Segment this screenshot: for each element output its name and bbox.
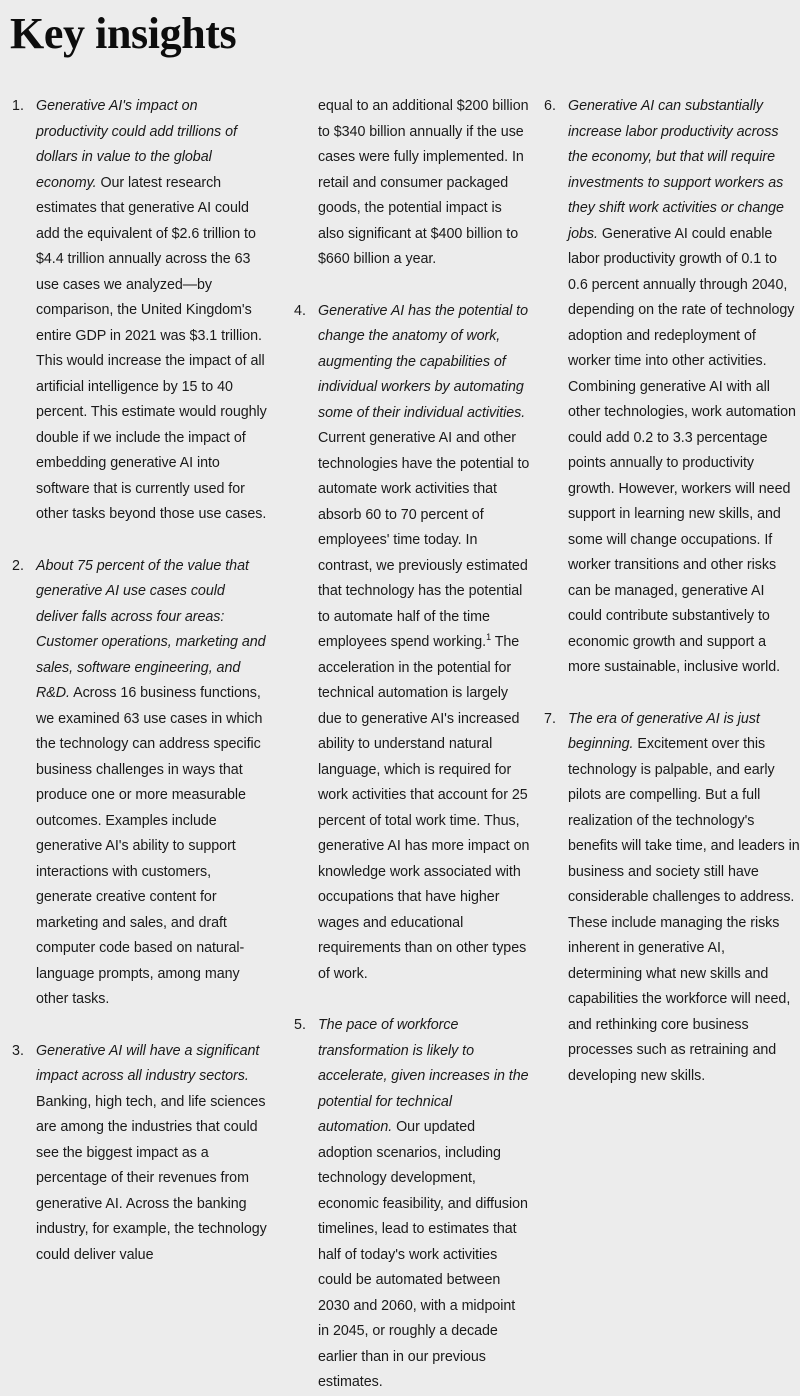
insight-text	[568, 94, 800, 681]
insight-number: 6.	[544, 98, 556, 114]
insight-text	[318, 299, 530, 988]
insights-column-3	[530, 94, 800, 1089]
insights-column-1	[0, 94, 270, 1268]
insight-detail: Our latest research estimates that generative AI could add the equivalent of $2.6 trillion to $4.4 trillion annually across the 63 use cases we analyzed—by comparison, the United Kingdom's entire GDP in 2021 was $3.1 trillion. This would increase the impact of all artificial intelligence by 15 to 40 percent. This estimate would roughly double if we include the impact of embedding generative AI into software that is currently used for other tasks beyond those use cases.	[36, 174, 267, 522]
insight-lead: Generative AI's impact on productivity could add trillions of dollars in value to the global economy.	[36, 98, 237, 191]
insight-item	[10, 94, 270, 528]
insight-item	[542, 707, 800, 1090]
insight-number: 2.	[12, 557, 24, 574]
insight-detail: Generative AI could enable labor productivity growth of 0.1 to 0.6 percent annually through 2040, depending on the rate of technology adoption and redeployment of worker time into other activities. Combining generative AI with all other technologies, work automation could add 0.2 to 3.3 percentage points annually to productivity growth. However, workers will need support in learning new skills, and some will change occupations. If worker transitions and other risks can be managed, generative AI could contribute substantively to economic growth and support a more sustainable, inclusive world.	[568, 225, 796, 675]
insight-detail: Banking, high tech, and life sciences are among the industries that could see the biggest impact as a percentage of their revenues from generative AI. Across the banking industry, for example, the technology could deliver value	[36, 1093, 267, 1263]
insight-text	[36, 554, 270, 1013]
insight-continuation	[292, 94, 530, 273]
insight-lead: About 75 percent of the value that generative AI use cases could deliver falls across four areas: Customer operations, marketing and sales, software engineering, and R&D.	[36, 557, 266, 701]
insight-lead: The era of generative AI is just beginning.	[568, 710, 760, 752]
insight-lead: Generative AI has the potential to change the anatomy of work, augmenting the capabilities of individual workers by automating some of their individual activities.	[318, 302, 528, 421]
insight-number: 5.	[294, 1017, 306, 1033]
footnote-marker: 1	[486, 632, 492, 643]
insight-number: 7.	[544, 710, 556, 727]
insight-number: 3.	[12, 1042, 24, 1059]
insight-detail-before-footnote: Current generative AI and other technologies have the potential to automate work activities that absorb 60 to 70 percent of employees' time today. In contrast, we previously estimated that technology has the potential to automate half of the time employees spend working.	[318, 430, 530, 650]
insight-item	[542, 94, 800, 681]
insight-lead: Generative AI can substantially increase labor productivity across the economy, but that will require investments to support workers as they shift work activities or change jobs.	[568, 98, 784, 242]
insight-number: 1.	[12, 98, 24, 114]
insight-item	[10, 554, 270, 1013]
insight-text	[318, 1013, 530, 1396]
insights-columns	[0, 94, 800, 1396]
page-title: Key insights	[10, 9, 237, 58]
insight-text	[568, 707, 800, 1090]
insight-detail: equal to an additional $200 billion to $340 billion annually if the use cases were fully implemented. In retail and consumer packaged goods, the potential impact is also significant at $400 billion to $660 billion a year.	[318, 98, 529, 267]
insight-text	[318, 94, 530, 273]
insight-text	[36, 94, 270, 528]
insight-item	[292, 1013, 530, 1396]
insight-item	[10, 1039, 270, 1269]
insight-detail-after-footnote: The acceleration in the potential for technical automation is largely due to generative AI's increased ability to understand natural language, which is required for work activities that account for 25 percent of total work time. Thus, generative AI has more impact on knowledge work associated with occupations that have higher wages and educational requirements than on other types of work.	[318, 634, 530, 982]
insight-number: 4.	[294, 302, 306, 319]
insight-lead: The pace of workforce transformation is likely to accelerate, given increases in the potential for technical automation.	[318, 1017, 529, 1135]
insight-text	[36, 1039, 270, 1269]
insight-detail: Our updated adoption scenarios, including technology development, economic feasibility, and diffusion timelines, lead to estimates that half of today's work activities could be automated between 2030 and 2060, with a midpoint in 2045, or roughly a decade earlier than in our previous estimates.	[318, 1119, 528, 1390]
insight-lead: Generative AI will have a significant impact across all industry sectors.	[36, 1042, 260, 1084]
insight-detail: Across 16 business functions, we examined 63 use cases in which the technology can address specific business challenges in ways that produce one or more measurable outcomes. Examples include generative AI's ability to support interactions with customers, generate creative content for marketing and sales, and draft computer code based on natural-language prompts, among many other tasks.	[36, 685, 263, 1007]
insights-column-2	[270, 94, 530, 1396]
insight-item	[292, 299, 530, 988]
insight-detail: Excitement over this technology is palpable, and early pilots are compelling. But a full realization of the technology's benefits will take time, and leaders in business and society still have considerable challenges to address. These include managing the risks inherent in generative AI, determining what new skills and capabilities the workforce will need, and rethinking core business processes such as retraining and developing new skills.	[568, 736, 800, 1084]
